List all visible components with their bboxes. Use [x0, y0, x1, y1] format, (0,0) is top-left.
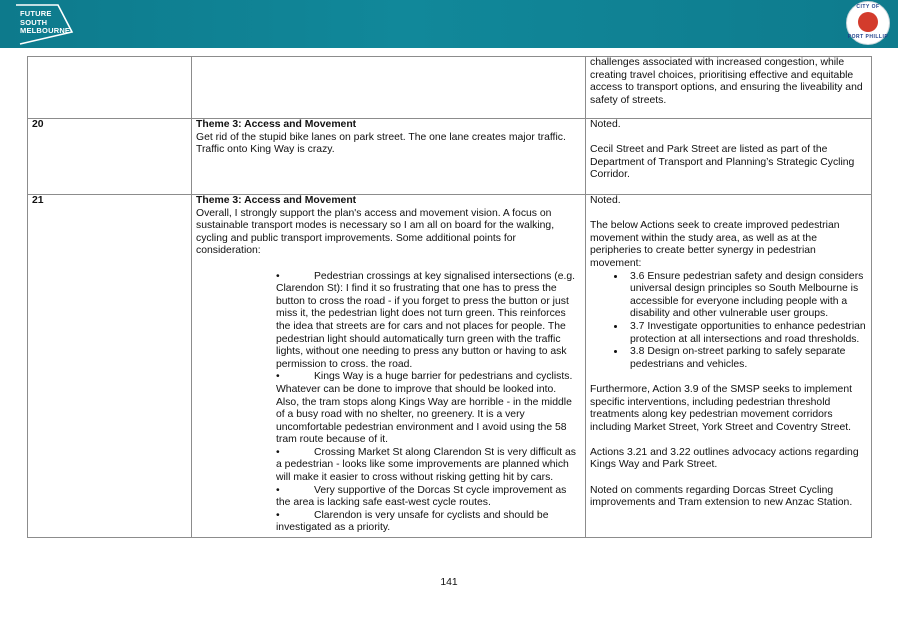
list-item: • 3.8 Design on-street parking to safely separate pedestrians and vehicles.: [626, 346, 867, 371]
comment-theme: Theme 3: Access and Movement: [196, 119, 357, 130]
row-number: 21: [28, 195, 192, 538]
bullet-icon: •: [276, 371, 280, 383]
comment-theme: Theme 3: Access and Movement: [196, 195, 357, 206]
bullet-icon: •: [276, 509, 280, 521]
table-row: [28, 57, 872, 119]
future-south-melbourne-logo: [10, 2, 80, 46]
logo-line-1: FUTURE: [20, 9, 52, 18]
list-item: • Kings Way is a huge barrier for pedestrians and cyclists. Whatever can be done to improve that should be looked into. Also, the tram stops along Kings Way are horrible - in the middle of a busy road with no shelter, no greenery. It is a very uncomfortable pedestrian environment and I avoid using the 58 tram route because of it.: [276, 371, 573, 446]
response-cell: [586, 119, 872, 195]
seal-emblem-icon: [858, 12, 878, 32]
page-header: [0, 0, 898, 48]
comment-body: Overall, I strongly support the plan's access and movement vision. A focus on sustainable transport modes is necessary so I am all on board for the walking, cycling and public transport improvements. Some additional points for consideration:: [196, 207, 555, 257]
response-cell: [586, 57, 872, 119]
comment-body: Get rid of the stupid bike lanes on park street. The one lane creates major traffic. Traffic onto King Way is crazy.: [196, 131, 566, 156]
bullet-icon: •: [276, 270, 280, 282]
response-paragraph: Noted on comments regarding Dorcas Street Cycling improvements and Tram extension to new Anzac Station.: [590, 484, 853, 509]
response-paragraph: Cecil Street and Park Street are listed as part of the Department of Transport and Planning’s Strategic Cycling Corridor.: [590, 144, 855, 181]
submissions-table: [27, 56, 872, 538]
comment-cell: [192, 57, 586, 119]
list-item: • 3.7 Investigate opportunities to enhance pedestrian protection at all intersections and road thresholds.: [626, 321, 867, 346]
response-paragraph: Noted.: [590, 119, 621, 130]
page-number: 141: [440, 577, 458, 588]
response-paragraph: Actions 3.21 and 3.22 outlines advocacy actions regarding Kings Way and Park Street.: [590, 446, 859, 471]
list-item: • Crossing Market St along Clarendon St is very difficult as a pedestrian - looks like some improvements are planned which will make it easier to cross without risking getting hit by cars.: [276, 446, 576, 484]
seal-bottom-text: PORT PHILLIP: [847, 34, 889, 40]
list-item: • Pedestrian crossings at key signalised intersections (e.g. Clarendon St): I find it so frustrating that one has to press the button to cross the road - if you forget to press the button or just miss it, the pedestrian light does not turn green. This reinforces the idea that streets are for cars and not places for people. The pedestrian light should automatically turn green with the traffic lights, without one needing to press any button or having to ask permission to cross. the road.: [276, 270, 576, 370]
comment-cell: [192, 195, 586, 538]
response-actions-list: [590, 271, 867, 372]
row-number: [28, 57, 192, 119]
logo-line-2: SOUTH: [20, 17, 48, 27]
response-text: challenges associated with increased congestion, while creating travel choices, prioritising effective and equitable access to transport options, and ensuring the liveability and safety of streets.: [590, 57, 863, 106]
list-item: • 3.6 Ensure pedestrian safety and design considers universal design principles so South Melbourne is accessible for everyone including people with a disability and other vulnerable user groups.: [626, 271, 867, 321]
logo-line-3: MELBOURNE: [20, 26, 71, 35]
bullet-icon: •: [276, 446, 280, 458]
comment-points: [196, 271, 581, 535]
table-row: [28, 119, 872, 195]
logo-text: [20, 10, 70, 36]
response-cell: [586, 195, 872, 538]
comment-cell: [192, 119, 586, 195]
list-item: • Very supportive of the Dorcas St cycle improvement as the area is lacking safe east-west cycle routes.: [276, 484, 567, 509]
response-paragraph: Furthermore, Action 3.9 of the SMSP seeks to implement specific interventions, including pedestrian threshold treatments along key pedestrian movement corridors including Market Street, York Street and Coventry Street.: [590, 383, 853, 433]
row-number: 20: [28, 119, 192, 195]
response-paragraph: Noted.: [590, 195, 621, 206]
response-paragraph: The below Actions seek to create improved pedestrian movement within the study area, as well as at the peripheries to create better synergy in pedestrian movement:: [590, 220, 840, 269]
city-of-port-phillip-seal: [846, 1, 890, 45]
seal-top-text: CITY OF: [856, 4, 880, 10]
bullet-icon: •: [276, 484, 280, 496]
list-item: • Clarendon is very unsafe for cyclists and should be investigated as a priority.: [276, 509, 549, 534]
table-row: [28, 195, 872, 538]
